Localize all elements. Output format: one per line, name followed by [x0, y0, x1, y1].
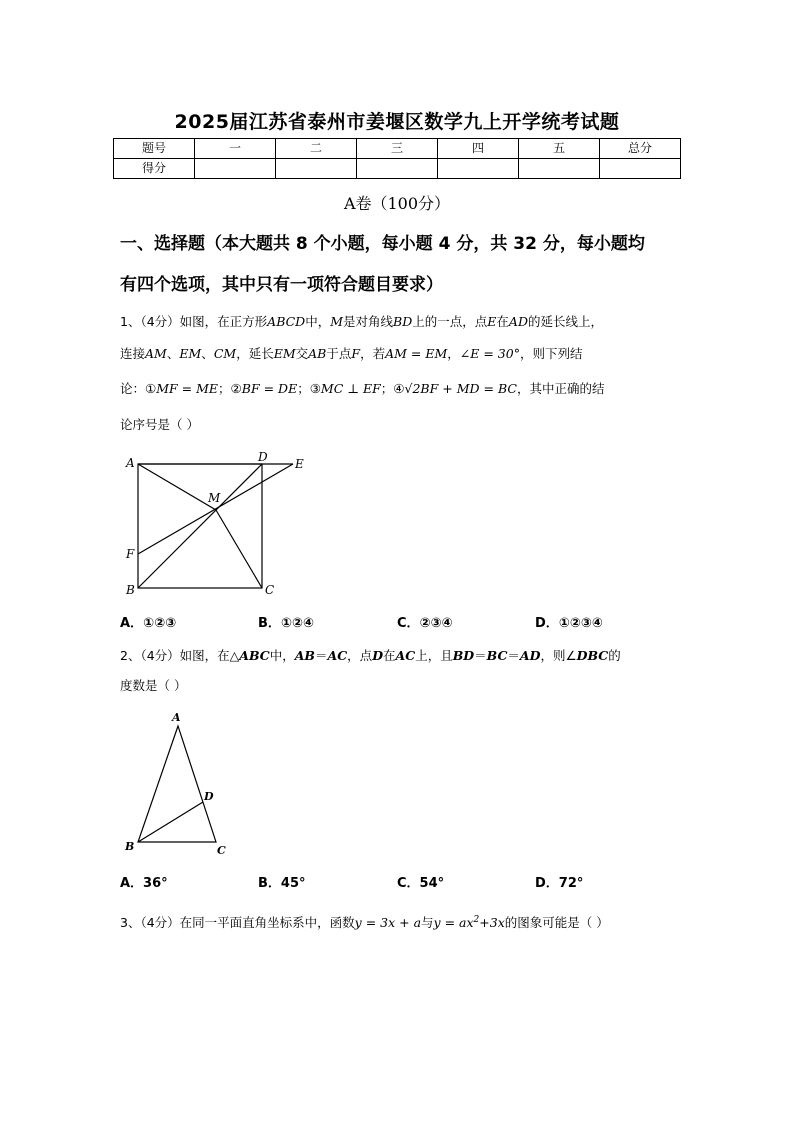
- triangle-abc: [138, 726, 216, 842]
- score-table-header-row: [114, 139, 681, 159]
- score-header-cell: 题号: [114, 139, 195, 159]
- score-header-cell: 三: [357, 139, 438, 159]
- question-2-figure: [118, 708, 248, 860]
- diagonal-bd: [138, 464, 262, 588]
- label-c: C: [265, 583, 275, 597]
- label-d: D: [204, 790, 214, 803]
- label-f: F: [126, 547, 135, 561]
- question-1-line1: 1、（4分）如图，在正方形ABCD中，M是对角线BD上的一点，点E在AD的延长线上，: [120, 314, 603, 329]
- question-1-line4: 论序号是（ ）: [120, 417, 199, 432]
- question-3-line1: 3、（4分）在同一平面直角坐标系中，函数y = 3x + a与$y = ax^2+3x$的图象可能是（ ）: [120, 915, 609, 931]
- segment-cm: [216, 510, 262, 588]
- segment-am: [138, 464, 216, 510]
- q2-option-a[interactable]: A．36°: [120, 876, 168, 891]
- q1-option-a[interactable]: A．①②③: [120, 616, 177, 631]
- label-a: A: [126, 456, 135, 470]
- score-header-cell: 总分: [600, 139, 681, 159]
- part-one-title-line2: 有四个选项，其中只有一项符合题目要求）: [120, 275, 443, 295]
- q2-option-d[interactable]: D．72°: [535, 876, 584, 891]
- score-header-cell: 二: [276, 139, 357, 159]
- score-cell: [195, 159, 276, 179]
- question-2-line2: 度数是（ ）: [120, 678, 187, 693]
- page-title: 2025届江苏省泰州市姜堰区数学九上开学统考试题: [174, 111, 620, 133]
- q1-option-c[interactable]: C．②③④: [397, 616, 453, 631]
- q2-option-b[interactable]: B．45°: [258, 876, 306, 891]
- score-table: [113, 138, 681, 179]
- score-row-label: 得分: [114, 159, 195, 179]
- segment-bd: [138, 802, 203, 842]
- label-b: B: [126, 583, 135, 597]
- score-table-score-row: [114, 159, 681, 179]
- label-b: B: [125, 840, 135, 853]
- label-m: M: [208, 491, 221, 505]
- score-cell: [438, 159, 519, 179]
- score-cell: [519, 159, 600, 179]
- score-cell: [357, 159, 438, 179]
- q2-option-c[interactable]: C．54°: [397, 876, 445, 891]
- score-header-cell: 五: [519, 139, 600, 159]
- label-e: E: [295, 457, 304, 471]
- score-cell: [276, 159, 357, 179]
- section-a-heading: A卷（100分）: [343, 194, 451, 213]
- part-one-title-line1: 一、选择题（本大题共 8 个小题，每小题 4 分，共 32 分，每小题均: [120, 234, 645, 254]
- score-cell: [600, 159, 681, 179]
- label-a: A: [172, 711, 181, 724]
- label-c: C: [217, 844, 226, 857]
- question-1-line3: 论：①MF = ME；②BF = DE；③MC ⊥ EF；④√2BF + MD = BC，其中正确的结: [120, 381, 605, 396]
- q1-option-d[interactable]: D．①②③④: [535, 616, 603, 631]
- label-d: D: [258, 450, 268, 464]
- q1-option-b[interactable]: B．①②④: [258, 616, 314, 631]
- question-1-line2: 连接AM、EM、CM，延长EM交AB于点F，若AM = EM，∠E = 30°，则下列结: [120, 346, 583, 361]
- question-1-figure: [118, 448, 318, 598]
- score-header-cell: 一: [195, 139, 276, 159]
- question-2-line1: 2、（4分）如图，在△ABC中，AB＝AC，点D在AC上，且BD＝BC＝AD，则∠DBC的: [120, 648, 621, 663]
- score-header-cell: 四: [438, 139, 519, 159]
